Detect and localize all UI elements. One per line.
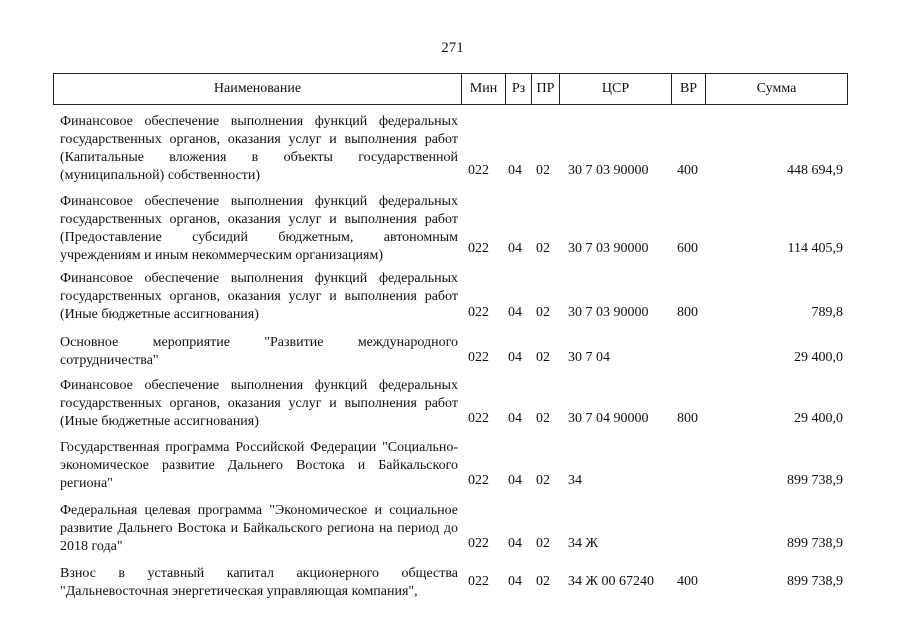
row-name: Взнос в уставный капитал акционерного общества "Дальневосточная энергетическая управляющая компания", [60,566,458,599]
row-csr: 34 Ж [568,536,599,551]
row-rz: 04 [508,305,522,320]
row-csr: 30 7 04 90000 [568,411,649,426]
row-pr: 02 [536,350,550,365]
row-csr: 30 7 04 [568,350,610,365]
row-csr: 34 [568,473,582,488]
row-name: Основное мероприятие "Развитие международного сотрудничества" [60,335,458,368]
row-rz: 04 [508,574,522,589]
row-name: Финансовое обеспечение выполнения функций федеральных государственных органов, оказания услуг и выполнения работ (Иные бюджетные ассигнования) [60,271,458,322]
row-min: 022 [468,473,489,488]
row-name: Государственная программа Российской Федерации "Социально-экономическое развитие Дальнего Востока и Байкальского региона" [60,440,458,491]
row-pr: 02 [536,241,550,256]
row-name: Финансовое обеспечение выполнения функций федеральных государственных органов, оказания услуг и выполнения работ (Иные бюджетные ассигнования) [60,378,458,429]
header-sum: Сумма [756,81,797,96]
header-rz: Рз [506,74,532,104]
header-name: Наименование [54,74,462,104]
row-sum: 899 738,9 [787,536,843,551]
row-sum: 29 400,0 [794,350,843,365]
row-min: 022 [468,574,489,589]
row-vr: 800 [677,411,698,426]
row-csr: 34 Ж 00 67240 [568,574,655,589]
row-sum: 789,8 [811,305,843,320]
row-pr: 02 [536,411,550,426]
row-sum: 448 694,9 [787,163,843,178]
row-sum: 29 400,0 [794,411,843,426]
row-pr: 02 [536,473,550,488]
table-header [53,73,848,105]
header-csr: ЦСР [560,74,672,104]
row-sum: 899 738,9 [787,574,843,589]
row-name: Финансовое обеспечение выполнения функций федеральных государственных органов, оказания услуг и выполнения работ (Капитальные вложения в объекты государственной (муниципальной) собственности) [60,114,458,183]
row-pr: 02 [536,305,550,320]
row-name: Финансовое обеспечение выполнения функций федеральных государственных органов, оказания услуг и выполнения работ (Предоставление субсидий бюджетным, автономным учреждениям и иным некоммерческим организациям) [60,194,458,263]
row-rz: 04 [508,536,522,551]
row-min: 022 [468,305,489,320]
row-rz: 04 [508,473,522,488]
header-vr: ВР [672,74,706,104]
header-min: Мин [462,74,506,104]
row-rz: 04 [508,411,522,426]
row-rz: 04 [508,163,522,178]
row-name: Федеральная целевая программа "Экономическое и социальное развитие Дальнего Востока и Байкальского региона на период до 2018 года" [60,503,458,554]
header-pr: ПР [532,74,560,104]
row-min: 022 [468,411,489,426]
row-vr: 600 [677,241,698,256]
row-rz: 04 [508,241,522,256]
row-csr: 30 7 03 90000 [568,163,649,178]
row-vr: 800 [677,305,698,320]
page-number: 271 [441,40,464,56]
row-min: 022 [468,241,489,256]
row-min: 022 [468,163,489,178]
row-min: 022 [468,350,489,365]
row-vr: 400 [677,163,698,178]
row-pr: 02 [536,163,550,178]
row-sum: 899 738,9 [787,473,843,488]
row-csr: 30 7 03 90000 [568,241,649,256]
row-csr: 30 7 03 90000 [568,305,649,320]
row-vr: 400 [677,574,698,589]
row-pr: 02 [536,536,550,551]
row-pr: 02 [536,574,550,589]
row-min: 022 [468,536,489,551]
row-rz: 04 [508,350,522,365]
row-sum: 114 405,9 [787,241,843,256]
